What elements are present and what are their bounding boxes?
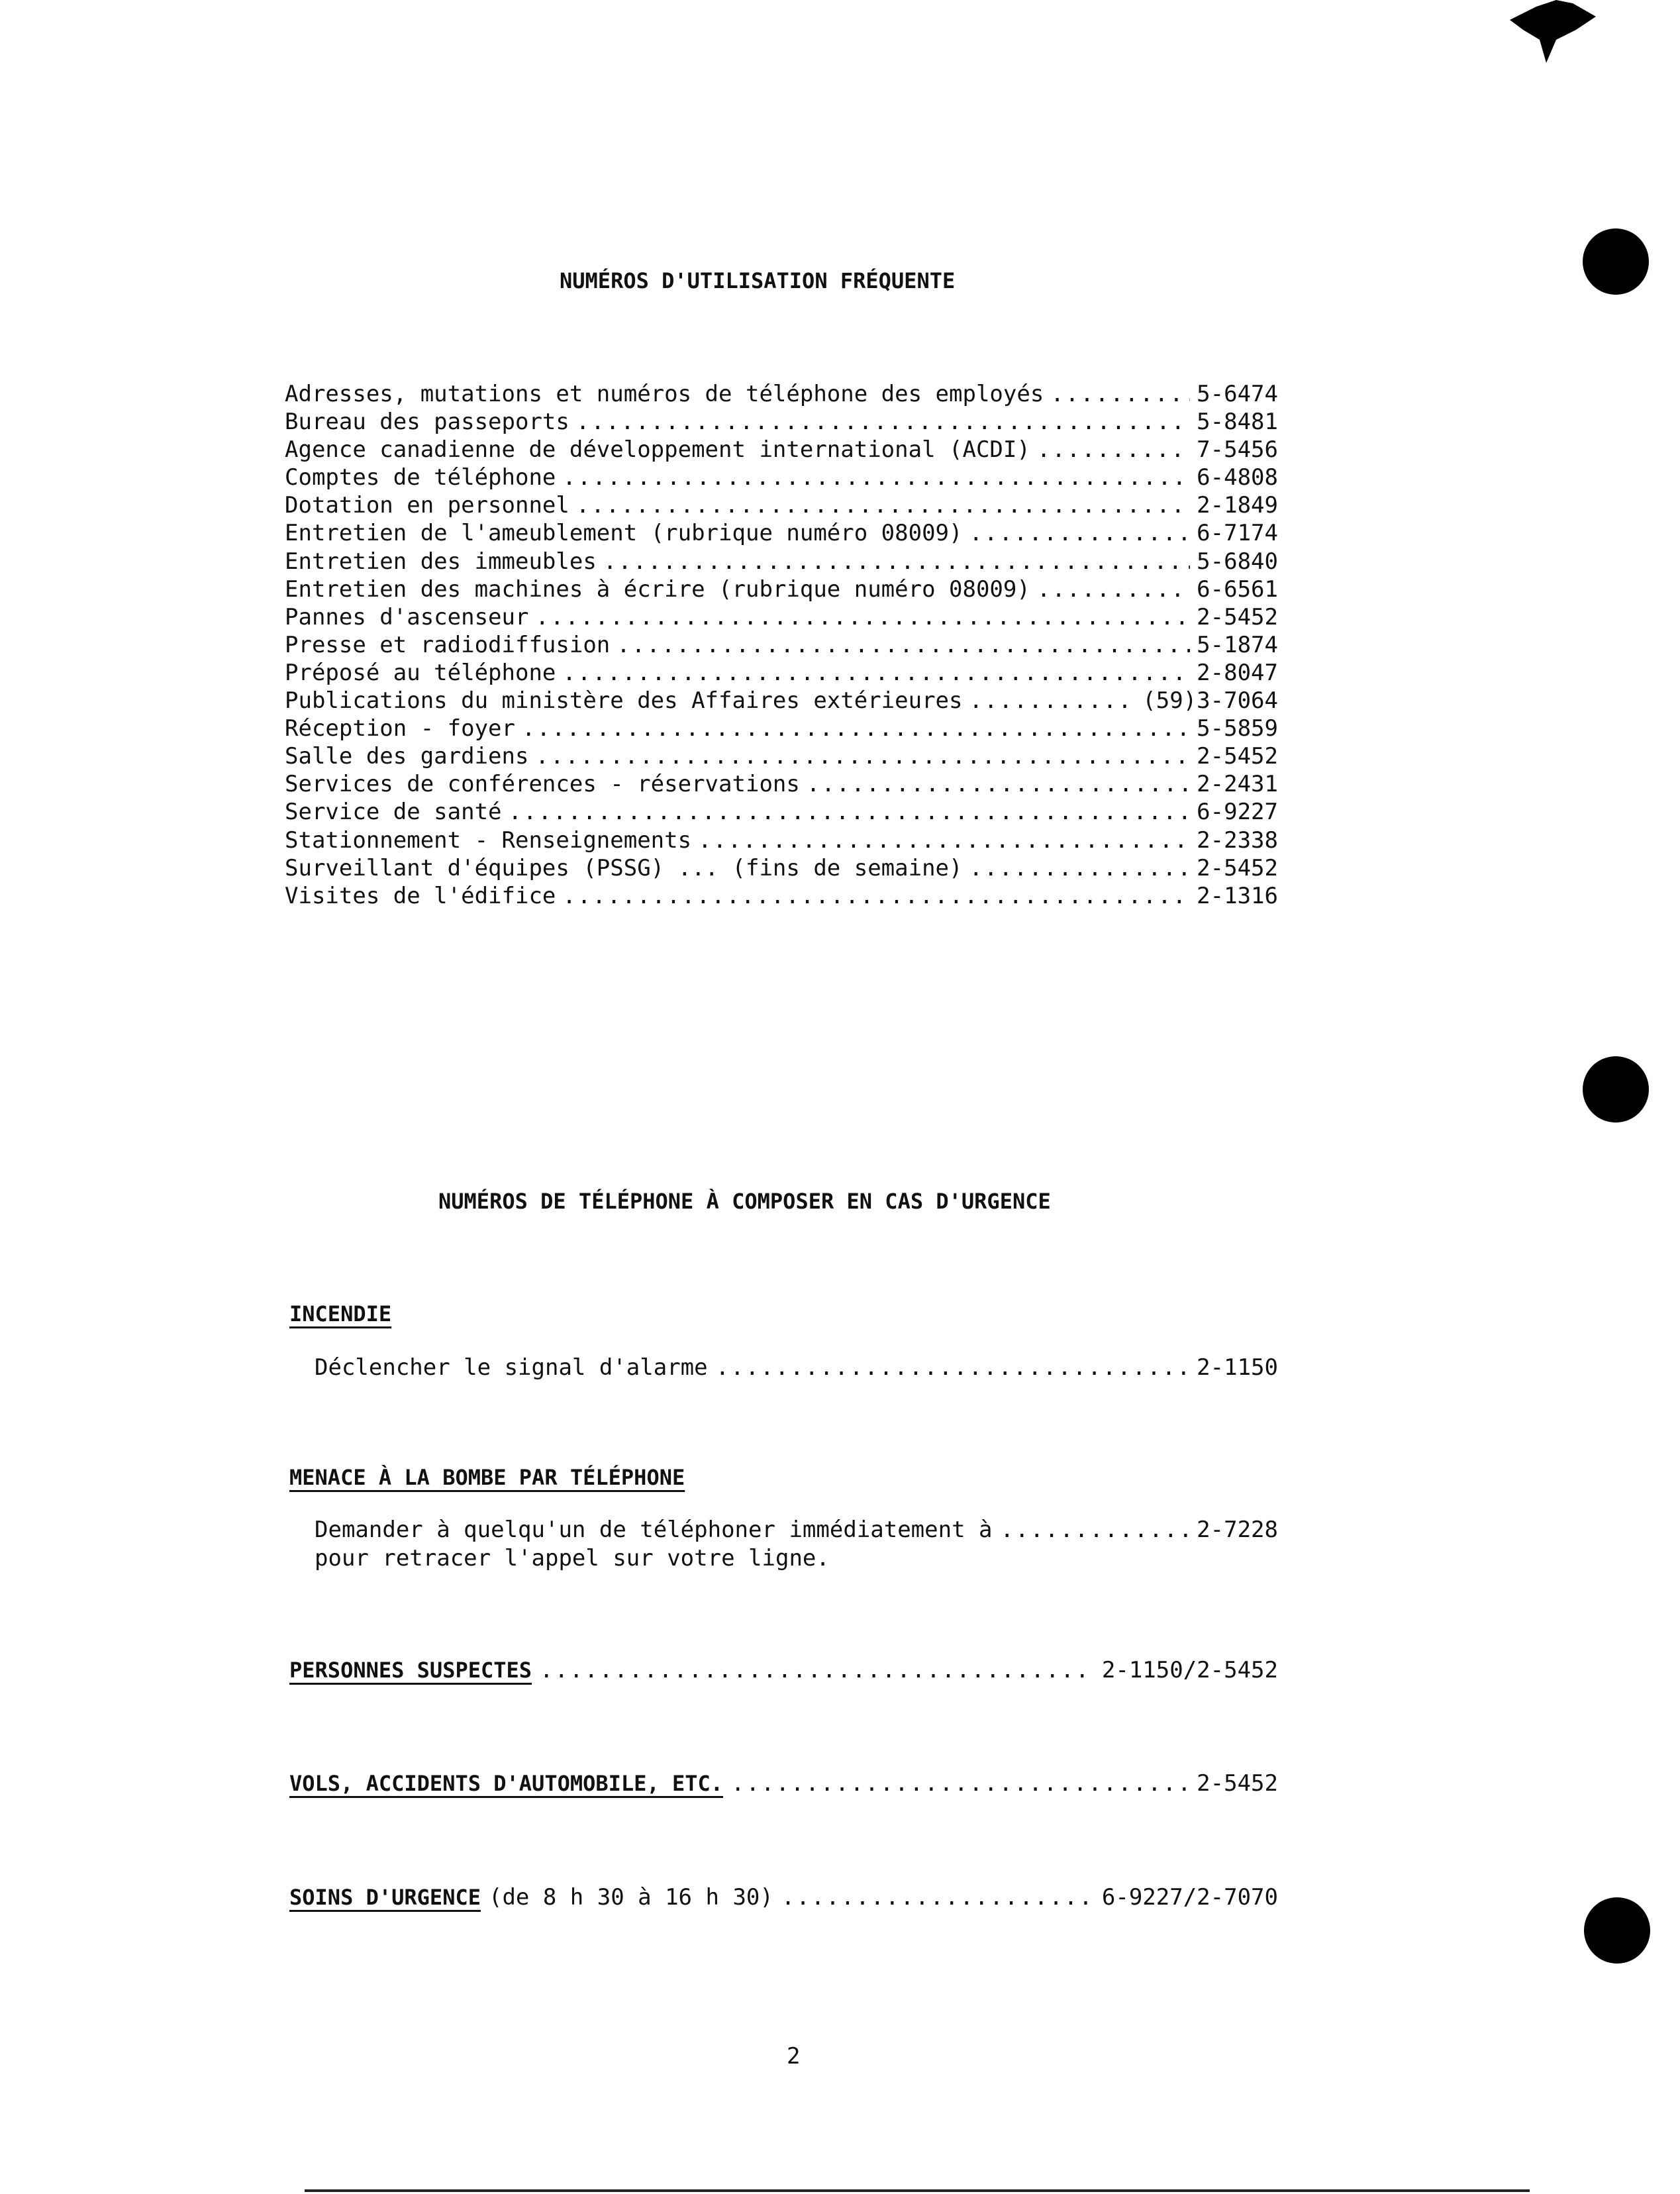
frequent-number-value: 5-1874 [1197, 631, 1278, 658]
frequent-number-row [285, 604, 1278, 632]
frequent-number-row [285, 520, 1278, 548]
frequent-number-row [285, 799, 1278, 826]
frequent-number-label: Entretien des machines à écrire (rubrique numéro 08009) [285, 575, 1030, 603]
frequent-number-label: Pannes d'ascenseur [285, 603, 529, 630]
dot-leader [540, 1657, 1094, 1683]
dot-leader [576, 409, 1190, 435]
frequent-number-label: Adresses, mutations et numéros de téléphone des employés [285, 381, 1044, 407]
thefts-title: VOLS, ACCIDENTS D'AUTOMOBILE, ETC. [289, 1771, 724, 1796]
bomb-threat-line2: pour retracer l'appel sur votre ligne. [315, 1545, 830, 1571]
dot-leader [969, 855, 1191, 881]
frequent-number-row [285, 436, 1278, 464]
dot-leader [1001, 1517, 1189, 1543]
frequent-number-value: 2-1316 [1197, 882, 1278, 909]
frequent-number-value: 5-8481 [1197, 409, 1278, 436]
frequent-number-label: Comptes de téléphone [285, 464, 556, 491]
frequent-number-row [285, 464, 1278, 492]
frequent-number-label: Services de conférences - réservations [285, 771, 800, 798]
frequent-number-label: Visites de l'édifice [285, 882, 556, 909]
incendie-line: Déclencher le signal d'alarme [315, 1354, 708, 1381]
frequent-number-label: Salle des gardiens [285, 743, 529, 770]
frequent-number-value: 2-5452 [1197, 603, 1278, 630]
emergency-care-hours: (de 8 h 30 à 16 h 30) [488, 1884, 773, 1911]
incendie-number: 2-1150 [1197, 1354, 1278, 1381]
suspects-row [289, 1657, 1278, 1683]
frequent-number-row [285, 883, 1278, 911]
dot-leader [603, 548, 1190, 575]
frequent-number-value: 2-5452 [1197, 743, 1278, 770]
suspects-number: 2-1150/2-5452 [1101, 1657, 1278, 1683]
frequent-number-value: (59)3-7064 [1142, 687, 1278, 715]
frequent-number-row [285, 492, 1278, 520]
frequent-number-label: Dotation en personnel [285, 492, 569, 519]
emergency-numbers-title: NUMÉROS DE TÉLÉPHONE À COMPOSER EN CAS D'URGENCE [438, 1189, 1051, 1214]
frequent-number-row [285, 827, 1278, 855]
dot-leader [535, 604, 1190, 630]
frequent-number-label: Service de santé [285, 799, 502, 826]
dot-leader [535, 743, 1190, 770]
frequent-number-value: 2-2431 [1197, 771, 1278, 798]
dot-leader [509, 799, 1191, 825]
dot-leader [731, 1770, 1189, 1797]
frequent-number-value: 6-9227 [1197, 799, 1278, 826]
punch-hole-bottom [1584, 1897, 1650, 1964]
bomb-threat-number: 2-7228 [1197, 1517, 1278, 1543]
frequent-number-label: Entretien des immeubles [285, 548, 597, 575]
incendie-row [315, 1354, 1278, 1381]
frequent-number-row [285, 771, 1278, 799]
bomb-threat-title: MENACE À LA BOMBE PAR TÉLÉPHONE [289, 1465, 685, 1490]
dot-leader [617, 632, 1190, 658]
bomb-threat-line1: Demander à quelqu'un de téléphoner immédiatement à [315, 1517, 993, 1543]
dot-leader [716, 1354, 1189, 1381]
frequent-numbers-title: NUMÉROS D'UTILISATION FRÉQUENTE [560, 268, 956, 293]
punch-hole-middle [1583, 1056, 1649, 1122]
frequent-number-value: 5-5859 [1197, 715, 1278, 742]
dot-leader [1037, 436, 1190, 463]
punch-hole-top [1583, 228, 1649, 295]
emergency-care-title: SOINS D'URGENCE [289, 1885, 481, 1910]
frequent-number-row [285, 576, 1278, 604]
frequent-number-value: 2-1849 [1197, 492, 1278, 519]
frequent-number-label: Publications du ministère des Affaires extérieures [285, 687, 963, 715]
dot-leader [698, 827, 1190, 854]
corner-blot-icon [1510, 0, 1596, 63]
dot-leader [969, 687, 1136, 714]
frequent-number-row [285, 548, 1278, 576]
frequent-number-label: Agence canadienne de développement international (ACDI) [285, 436, 1030, 464]
emergency-care-number: 6-9227/2-7070 [1101, 1884, 1278, 1911]
frequent-number-value: 5-6474 [1197, 381, 1278, 407]
frequent-numbers-list [285, 381, 1278, 911]
frequent-number-label: Stationnement - Renseignements [285, 826, 692, 854]
frequent-number-value: 6-7174 [1197, 520, 1278, 547]
frequent-number-value: 6-4808 [1197, 464, 1278, 491]
frequent-number-value: 2-5452 [1197, 854, 1278, 881]
frequent-number-label: Presse et radiodiffusion [285, 631, 611, 658]
dot-leader [969, 520, 1191, 546]
dot-leader [562, 660, 1190, 686]
frequent-number-label: Préposé au téléphone [285, 659, 556, 686]
thefts-row [289, 1770, 1278, 1797]
frequent-number-row [285, 381, 1278, 409]
dot-leader [1050, 381, 1190, 407]
dot-leader [522, 715, 1190, 742]
dot-leader [781, 1884, 1094, 1911]
frequent-number-value: 6-6561 [1197, 575, 1278, 603]
frequent-number-value: 2-2338 [1197, 826, 1278, 854]
frequent-number-row [285, 715, 1278, 743]
bottom-rule [305, 2189, 1530, 2192]
frequent-number-row [285, 632, 1278, 660]
incendie-title: INCENDIE [289, 1301, 392, 1326]
bomb-threat-row [315, 1517, 1278, 1543]
frequent-number-row [285, 409, 1278, 436]
dot-leader [562, 464, 1190, 491]
suspects-title: PERSONNES SUSPECTES [289, 1658, 532, 1683]
frequent-number-row [285, 660, 1278, 687]
frequent-number-value: 7-5456 [1197, 436, 1278, 464]
dot-leader [1037, 576, 1190, 603]
frequent-number-row [285, 743, 1278, 771]
dot-leader [576, 492, 1190, 519]
thefts-number: 2-5452 [1197, 1770, 1278, 1797]
frequent-number-label: Surveillant d'équipes (PSSG) ... (fins de semaine) [285, 854, 963, 881]
page-number: 2 [787, 2043, 801, 2069]
emergency-care-row [289, 1884, 1278, 1911]
frequent-number-label: Entretien de l'ameublement (rubrique numéro 08009) [285, 520, 963, 547]
frequent-number-label: Bureau des passeports [285, 409, 569, 436]
frequent-number-value: 5-6840 [1197, 548, 1278, 575]
dot-leader [562, 883, 1190, 909]
frequent-number-row [285, 855, 1278, 883]
frequent-number-value: 2-8047 [1197, 659, 1278, 686]
frequent-number-row [285, 687, 1278, 715]
frequent-number-label: Réception - foyer [285, 715, 515, 742]
dot-leader [807, 771, 1190, 797]
